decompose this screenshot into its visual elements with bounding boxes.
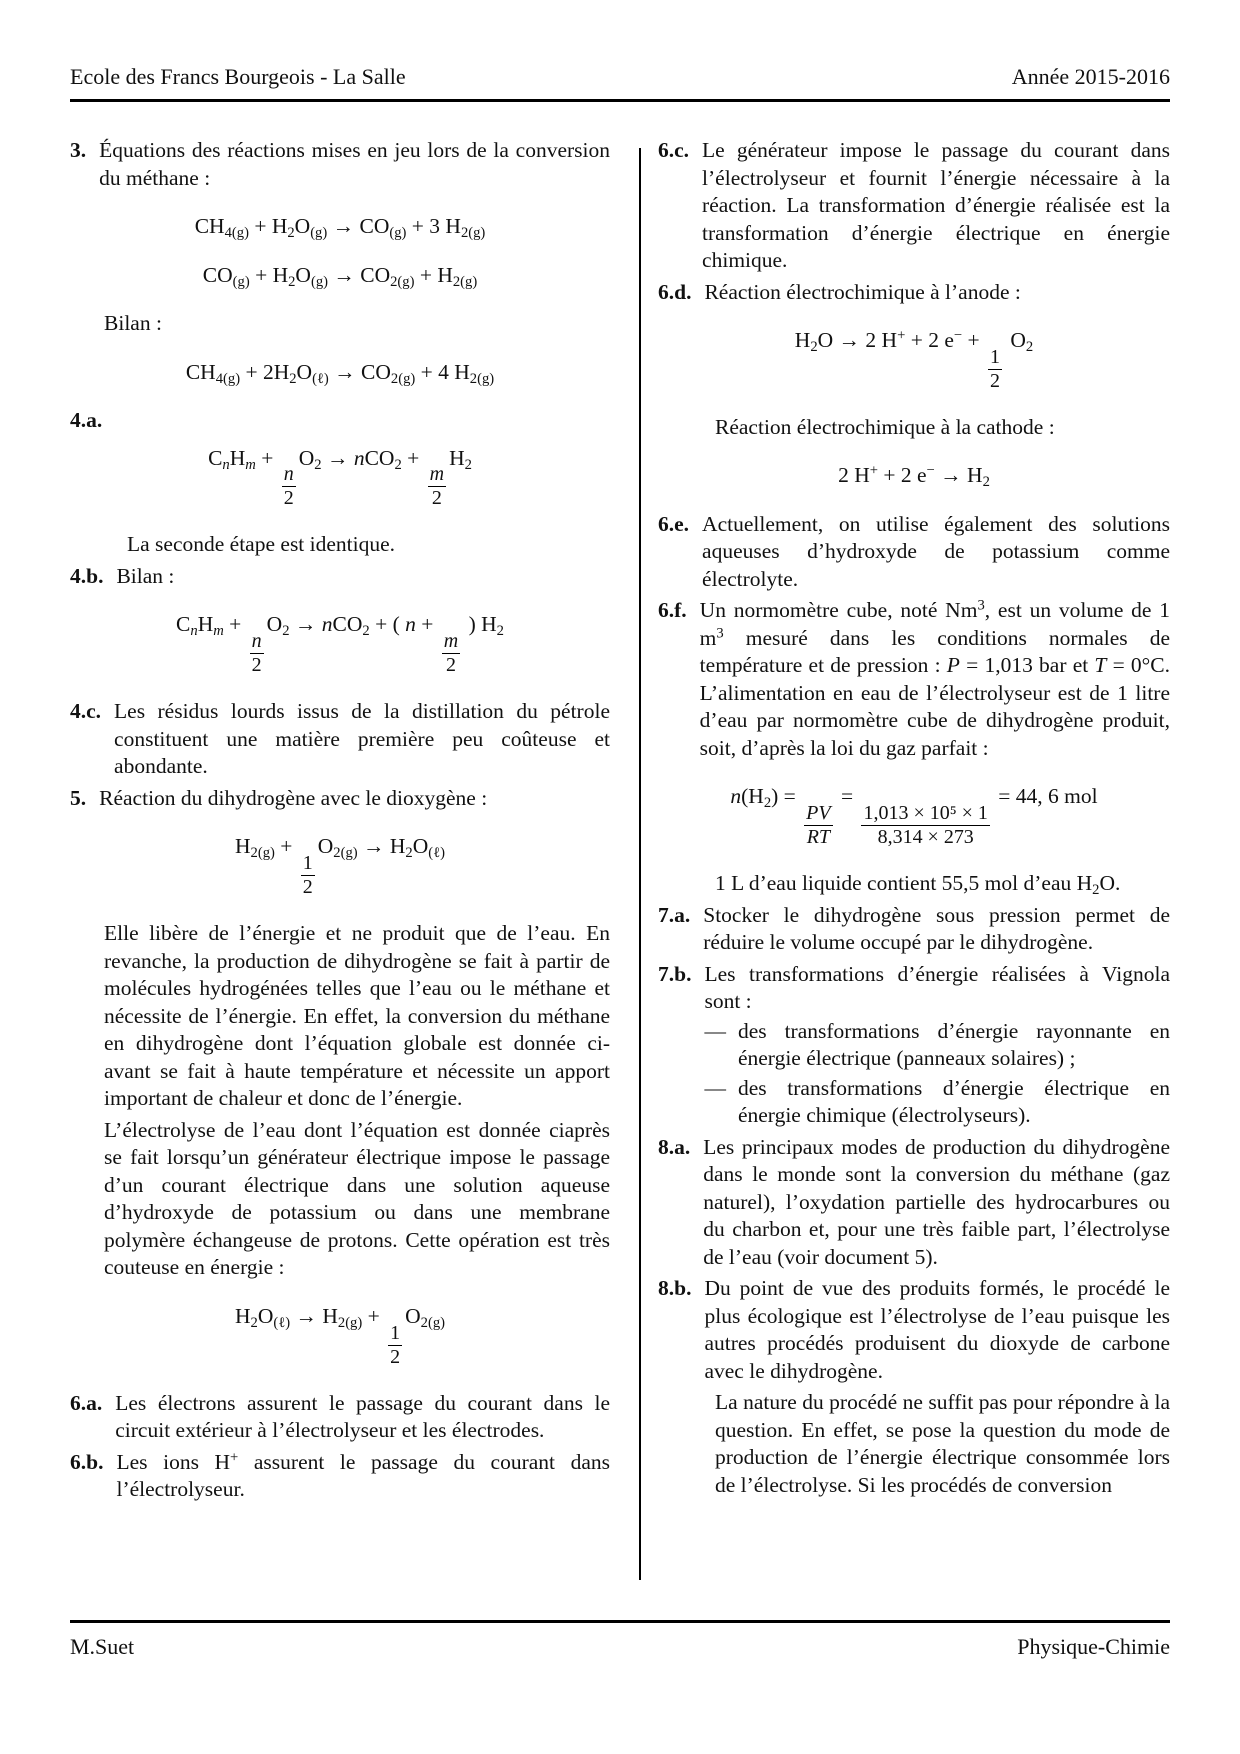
footer-subject: Physique-Chimie [1017,1634,1170,1659]
item-6a-text: Les électrons assurent le passage du courant dans le circuit extérieur à l’électrolyseur et les électrodes. [115,1390,610,1443]
item-3-text: Équations des réactions mises en jeu lors de la conversion du méthane : [99,138,610,190]
item-6b [70,1449,610,1504]
header-school-name: Ecole des Francs Bourgeois - La Salle [70,64,406,89]
item-4b-label: 4.b. [70,563,104,588]
header-year: Année 2015-2016 [1011,64,1170,89]
item-8b-text-2: La nature du procédé ne suffit pas pour répondre à la question. En effet, se pose la question du mode de production de l’énergie électrique consommée lors de l’électrolyse. Si les procédés de conversion [715,1390,1170,1497]
item-8b-text-1: Du point de vue des produits formés, le procédé le plus écologique est l’électrolyse de l’eau puisque les autres procédés produisent du dioxyde de carbone avec le dihydrogène. [704,1276,1170,1383]
item-6c [658,137,1170,275]
item-6a [70,1390,610,1445]
item-4a-note: La seconde étape est identique. [127,532,396,557]
item-6b-label: 6.b. [70,1449,104,1474]
item-6f-text: Un normomètre cube, noté Nm$^3$, est un volume de 1 $m^3$ mesuré dans les conditions normales de température et de pression : P = 1,013 bar et T = 0°C. L’alimentation en eau de l’électrolyseur est de 1 litre d’eau par normomètre cube de dihydrogène produit, soit, d’après la loi du gaz parfait : [699,598,1171,760]
item-6e [658,511,1170,594]
dash-marker: — [704,1075,726,1100]
item-5-text: Réaction du dihydrogène avec le dioxygène : [99,785,488,810]
item-7a [658,902,1170,957]
bilan-label: Bilan : [104,311,162,335]
item-4c-text: Les résidus lourds issus de la distillation du pétrole constituent une matière première peu coûteuse et abondante. [114,699,610,779]
item-4a-label: 4.a. [70,408,103,432]
item-5 [70,785,610,813]
item-6d-text: Réaction électrochimique à l’anode : [704,279,1021,304]
item-6d [658,279,1170,307]
item-6d-label: 6.d. [658,279,692,304]
item-7a-text: Stocker le dihydrogène sous pression permet de réduire le volume occupé par le dihydrogène. [703,902,1170,955]
item-8b [658,1275,1170,1385]
dash-marker: — [704,1018,726,1043]
item-4b [70,563,610,591]
item-8a-text: Les principaux modes de production du dihydrogène dans le monde sont la conversion du méthane (gaz naturel), l’oxydation partielle des hydrocarbures ou du charbon et, pour une très faible part, l’électrolyse de l’eau (voir document 5). [703,1134,1170,1269]
equation-hydrogen-oxygen: $H_{2(g)}$ + $\frac{1}{2}$ $O_{2(g)} \to H_2O_{(\ell)}$ [235,834,445,899]
paragraph-energy: Elle libère de l’énergie et ne produit que de l’eau. En revanche, la production de dihydrogène se fait à partir de molécules hydrogénées telles que l’eau ou le méthane et nécessite de l’énergie. En effet, la conversion du méthane en dihydrogène dont l’équation globale est donnée ci-avant se fait à haute température et nécessite un apport important de chaleur et donc de l’énergie. [104,921,610,1111]
list-item-solar-text: des transformations d’énergie rayonnante en énergie électrique (panneaux solaires) ; [737,1018,1170,1071]
footer-rule [70,1620,1170,1623]
list-item-electrolysers-text: des transformations d’énergie électrique en énergie chimique (électrolyseurs). [737,1075,1170,1128]
left-column [70,133,610,1508]
item-3 [70,137,610,192]
note-water-moles: 1 L d’eau liquide contient 55,5 mol d’eau $H_2O$. [715,871,1121,899]
item-4b-text: Bilan : [116,563,175,588]
item-6e-text: Actuellement, on utilise également des solutions aqueuses d’hydroxyde de potassium comme électrolyte. [702,511,1170,591]
column-divider [639,148,641,1580]
item-3-label: 3. [70,138,87,162]
item-7b [658,961,1170,1130]
item-6f-label: 6.f. [658,598,687,623]
item-6f [658,597,1170,762]
equation-anode: $H_2O \to 2$ H+ + 2 e− + $\frac{1}{2}$ $O_2$ [794,327,1034,392]
list-item-solar [704,1018,1170,1073]
equation-methane-steam-reforming: $CH_{4(g)} + H_2O_{(g)} \to CO_{(g)} + 3$ $H_{2(g)}$ [194,214,486,242]
item-8b-label: 8.b. [658,1276,692,1301]
cathode-text: Réaction électrochimique à la cathode : [715,414,1055,439]
item-6e-label: 6.e. [658,511,690,536]
item-7a-label: 7.a. [658,902,691,927]
item-4c [70,698,610,781]
item-4c-label: 4.c. [70,699,102,724]
right-column [658,133,1170,1503]
equation-methane-bilan: $CH_{4(g)} + 2H_2O_{(\ell)} \to CO_{2(g)} + 4$ $H_{2(g)}$ [185,359,495,387]
item-4a [70,407,610,435]
paragraph-electrolysis: L’électrolyse de l’eau dont l’équation est donnée ciaprès se fait lorsqu’un générateur électrique impose le passage d’un courant électrique dans une solution aqueuse d’hydroxyde de potassium ou dans une membrane polymère échangeuse de protons. Cette opération est très couteuse en énergie : [104,1117,610,1280]
item-6c-label: 6.c. [658,138,690,162]
item-8a-label: 8.a. [658,1134,691,1159]
equation-hydrocarbon-bilan: $C_nH_m$ + $\frac{n}{2}$ $O_2 \to nCO_2$ + ( n + $\frac{m}{2}$ ) $H_2$ [176,612,504,677]
item-6a-label: 6.a. [70,1390,103,1415]
equation-water-gas-shift: $CO_{(g)} + H_2O_{(g)} \to CO_{2(g)} + H_{2(g)}$ [202,262,478,290]
item-7b-text: Les transformations d’énergie réalisées à Vignola sont : [704,961,1170,1014]
equation-water-electrolysis: $H_2O_{(\ell)} \to H_{2(g)}$ + $\frac{1}{2}$ $O_{2(g)}$ [235,1303,445,1368]
item-6b-text: Les ions H+ assurent le passage du courant dans l’électrolyseur. [116,1449,610,1502]
list-item-electrolysers [704,1075,1170,1130]
item-5-label: 5. [70,785,87,810]
item-6c-text: Le générateur impose le passage du courant dans l’électrolyseur et fournit l’énergie nécessaire à la réaction. La transformation d’énergie réalisée est la transformation d’énergie électrique en énergie chimique. [702,138,1170,272]
footer-author: M.Suet [70,1634,135,1659]
equation-moles-hydrogen: $n(H_2)$ = $\frac{PV}{RT}$ = $\frac{\text{1,013 × 10⁵ × 1}}{8,314 \times 273}$ = 44, 6 mol [730,784,1098,849]
equation-hydrocarbon-combustion: $C_nH_m$ + $\frac{n}{2}$ $O_2 \to nCO_2$ + $\frac{m}{2}$ $H_2$ [208,445,472,510]
item-7b-label: 7.b. [658,961,692,986]
item-8a [658,1134,1170,1272]
equation-cathode: 2 H+ + 2 $e^- \to H_2$ [838,463,990,491]
header-rule [70,99,1170,102]
